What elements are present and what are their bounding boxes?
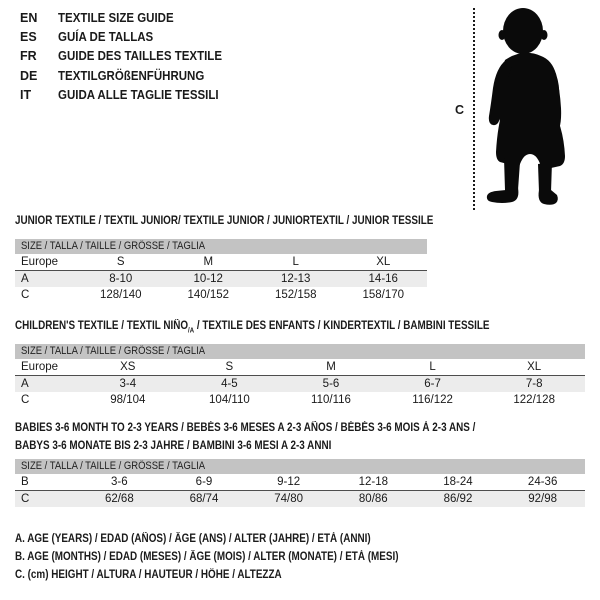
- language-list: [20, 11, 236, 107]
- value-cell: 86/92: [416, 491, 501, 508]
- value-cell: 122/128: [513, 394, 555, 406]
- size-guide-figure: [450, 0, 600, 215]
- legend: [15, 530, 461, 584]
- size-cell: XL: [483, 359, 585, 376]
- section-title-line2: BABYS 3-6 MONATE BIS 2-3 JAHRE / BAMBINI 3-6 MESI A 2-3 ANNI: [15, 440, 332, 452]
- section-title-text: JUNIOR TEXTILE / TEXTIL JUNIOR/ TEXTILE JUNIOR / JUNIORTEXTIL / JUNIOR TESSILE: [15, 215, 434, 227]
- value-cell: 3-6: [77, 474, 162, 491]
- value-cell: 104/110: [209, 394, 250, 406]
- value-cell: 7-8: [483, 376, 585, 393]
- size-cell: XS: [77, 359, 179, 376]
- value-cell: 14-16: [340, 271, 428, 288]
- language-code: EN: [20, 11, 38, 25]
- language-label: TEXTILGRÖßENFÜHRUNG: [58, 68, 205, 83]
- language-row-it: [20, 88, 236, 107]
- language-row-en: [20, 11, 236, 30]
- size-header-label: SIZE / TALLA / TAILLE / GRÖSSE / TAGLIA: [21, 345, 206, 357]
- size-cell: S: [179, 359, 281, 376]
- value-cell: 116/122: [412, 394, 453, 406]
- table-row-c: [15, 491, 585, 508]
- row-label: C: [21, 394, 30, 406]
- row-label: B: [15, 474, 77, 491]
- value-cell: 3-4: [77, 376, 179, 393]
- value-cell: 4-5: [179, 376, 281, 393]
- table-row-a: [15, 376, 585, 393]
- value-cell: 80/86: [331, 491, 416, 508]
- legend-line-c: C. (cm) HEIGHT / ALTURA / HAUTEUR / HÖHE / ALTEZZA: [15, 569, 282, 581]
- row-label: Europe: [15, 254, 77, 271]
- section-title-childrens: [15, 317, 567, 340]
- size-header-bar: [15, 239, 427, 254]
- height-c-label: C: [455, 103, 465, 117]
- size-cell: M: [165, 254, 253, 271]
- language-code: FR: [20, 49, 37, 64]
- legend-line-a: A. AGE (YEARS) / EDAD (AÑOS) / ÂGE (ANS) / ALTER (JAHRE) / ETÀ (ANNI): [15, 533, 371, 545]
- value-cell: 10-12: [165, 271, 253, 288]
- language-label: GUÍA DE TALLAS: [58, 30, 154, 45]
- language-label: TEXTILE SIZE GUIDE: [58, 11, 174, 25]
- size-cell: L: [252, 254, 340, 271]
- babies-size-table: [15, 459, 585, 507]
- size-header-row: [15, 459, 585, 474]
- size-header-label: SIZE / TALLA / TAILLE / GRÖSSE / TAGLIA: [21, 460, 206, 472]
- language-code: DE: [20, 68, 38, 83]
- value-cell: 110/116: [311, 394, 351, 406]
- language-code: IT: [20, 87, 32, 102]
- section-title-line1: BABIES 3-6 MONTH TO 2-3 YEARS / BEBÉS 3-6 MESES A 2-3 AÑOS / BÉBÉS 3-6 MOIS À 2-3 ANS /: [15, 422, 476, 434]
- size-cell: L: [382, 359, 484, 376]
- language-label: GUIDE DES TAILLES TEXTILE: [58, 49, 223, 64]
- size-cell: XL: [340, 254, 428, 271]
- size-cell: S: [77, 254, 165, 271]
- value-cell: 12-18: [331, 474, 416, 491]
- value-cell: 128/140: [99, 289, 142, 301]
- row-label: C: [15, 491, 77, 508]
- value-cell: 24-36: [500, 474, 585, 491]
- value-cell: 92/98: [500, 491, 585, 508]
- language-row-fr: [20, 49, 236, 68]
- size-cell: M: [280, 359, 382, 376]
- height-dotted-line: [473, 8, 475, 210]
- language-label: GUIDA ALLE TAGLIE TESSILI: [58, 87, 219, 102]
- language-row-es: [20, 30, 236, 49]
- section-title-babies: [15, 419, 550, 455]
- table-row-c: [15, 287, 427, 303]
- size-header-label: SIZE / TALLA / TAILLE / GRÖSSE / TAGLIA: [21, 240, 206, 252]
- value-cell: 9-12: [246, 474, 331, 491]
- section-title-text: CHILDREN'S TEXTILE / TEXTIL $NIÑO_{/A}$ / TEXTILE DES ENFANTS / KINDERTEXTIL / BAMBINI TESSILE: [15, 320, 490, 335]
- value-cell: 152/158: [274, 289, 317, 301]
- value-cell: 62/68: [77, 491, 162, 508]
- row-label: A: [15, 271, 77, 288]
- table-row-europe: [15, 254, 427, 271]
- title-subscript: /A: [188, 327, 195, 335]
- childrens-size-table: [15, 344, 585, 408]
- value-cell: 6-9: [162, 474, 247, 491]
- baby-silhouette-image: [484, 4, 596, 208]
- size-header-bar: [15, 459, 585, 474]
- row-label: A: [15, 376, 77, 393]
- row-label: Europe: [15, 359, 77, 376]
- value-cell: 98/104: [110, 394, 146, 406]
- size-header-row: [15, 239, 427, 254]
- language-row-de: [20, 69, 236, 88]
- value-cell: 140/152: [187, 289, 230, 301]
- value-cell: 8-10: [77, 271, 165, 288]
- section-title-junior: [15, 212, 501, 230]
- table-row-c: [15, 392, 585, 408]
- value-cell: 74/80: [246, 491, 331, 508]
- value-cell: 5-6: [280, 376, 382, 393]
- value-cell: 6-7: [382, 376, 484, 393]
- language-code: ES: [20, 30, 37, 45]
- value-cell: 12-13: [252, 271, 340, 288]
- legend-line-b: B. AGE (MONTHS) / EDAD (MESES) / ÂGE (MOIS) / ALTER (MONATE) / ETÀ (MESI): [15, 551, 399, 563]
- value-cell: 158/170: [362, 289, 405, 301]
- table-row-europe: [15, 359, 585, 376]
- value-cell: 18-24: [416, 474, 501, 491]
- table-row-a: [15, 271, 427, 288]
- value-cell: 68/74: [162, 491, 247, 508]
- junior-size-table: [15, 239, 427, 303]
- row-label: C: [21, 289, 30, 301]
- size-header-bar: [15, 344, 585, 359]
- table-row-b: [15, 474, 585, 491]
- size-header-row: [15, 344, 585, 359]
